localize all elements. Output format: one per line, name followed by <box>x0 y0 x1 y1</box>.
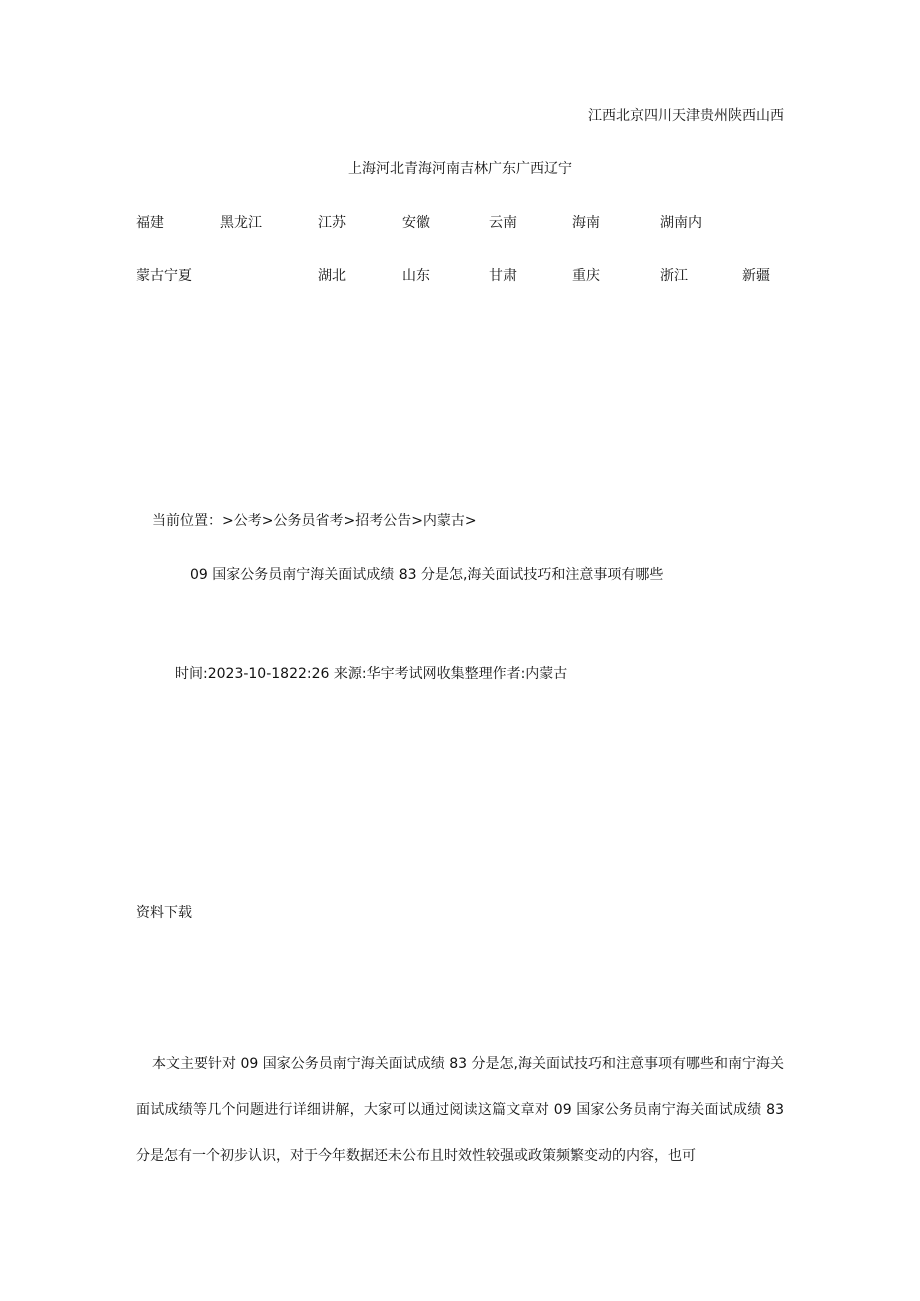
province-link[interactable]: 湖南内 <box>660 215 702 231</box>
province-link[interactable]: 山东 <box>402 268 430 284</box>
province-link[interactable]: 湖北 <box>318 268 346 284</box>
breadcrumb[interactable]: 当前位置：>公考>公务员省考>招考公告>内蒙古> <box>152 513 477 529</box>
province-link[interactable]: 安徽 <box>402 215 430 231</box>
province-link[interactable]: 浙江 <box>660 268 688 284</box>
article-paragraph: 本文主要针对 09 国家公务员南宁海关面试成绩 83 分是怎,海关面试技巧和注意事项有哪些和南宁海关面试成绩等几个问题进行详细讲解，大家可以通过阅读这篇文章对 09 国家公务员南宁海关面试成绩 83 分是怎有一个初步认识，对于今年数据还未公布且时效性较强或政策频繁变动的内容，也可 <box>136 1056 784 1164</box>
article-title: 09 国家公务员南宁海关面试成绩 83 分是怎,海关面试技巧和注意事项有哪些 <box>190 567 664 583</box>
province-line-1[interactable]: 江西北京四川天津贵州陕西山西 <box>588 108 784 124</box>
province-link[interactable]: 新疆 <box>742 268 770 284</box>
province-link[interactable]: 海南 <box>572 215 600 231</box>
province-line-2[interactable]: 上海河北青海河南吉林广东广西辽宁 <box>348 161 572 177</box>
province-link[interactable]: 甘肃 <box>489 268 517 284</box>
province-link[interactable]: 江苏 <box>318 215 346 231</box>
province-link[interactable]: 重庆 <box>572 268 600 284</box>
province-link[interactable]: 云南 <box>489 215 517 231</box>
province-link[interactable]: 福建 <box>136 215 164 231</box>
download-link[interactable]: 资料下载 <box>136 905 192 921</box>
article-meta: 时间:2023-10-1822:26 来源:华宇考试网收集整理作者:内蒙古 <box>175 666 568 682</box>
province-link[interactable]: 黑龙江 <box>220 215 262 231</box>
province-link[interactable]: 蒙古宁夏 <box>136 268 192 284</box>
